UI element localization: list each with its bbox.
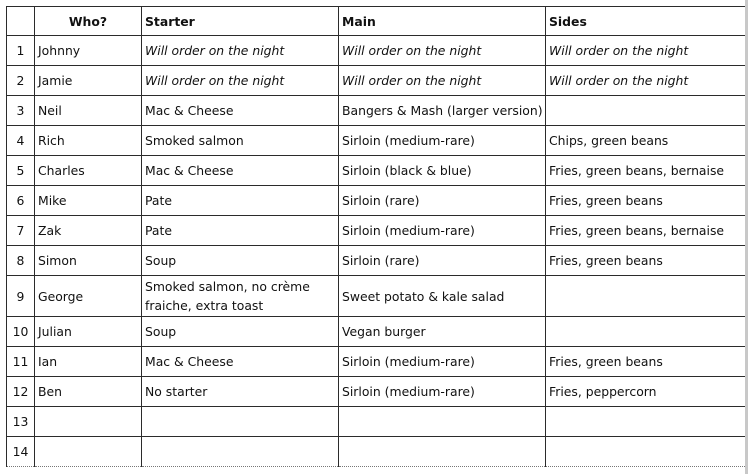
sides-cell	[546, 437, 746, 467]
main-cell: Bangers & Mash (larger version)	[339, 96, 546, 126]
header-who: Who?	[35, 7, 142, 36]
table-row	[7, 96, 746, 126]
table-row	[7, 317, 746, 347]
starter-cell: Soup	[142, 246, 339, 276]
order-table	[6, 6, 746, 467]
main-cell: Sirloin (rare)	[339, 186, 546, 216]
sides-cell	[546, 317, 746, 347]
main-cell: Sirloin (medium-rare)	[339, 126, 546, 156]
starter-cell: Soup	[142, 317, 339, 347]
header-num	[7, 7, 35, 36]
sides-cell	[546, 407, 746, 437]
starter-cell: Mac & Cheese	[142, 156, 339, 186]
header-main: Main	[339, 7, 546, 36]
table-row	[7, 66, 746, 96]
who-cell: Ian	[35, 347, 142, 377]
starter-cell: Will order on the night	[142, 36, 339, 66]
sides-cell: Fries, green beans, bernaise	[546, 216, 746, 246]
main-cell: Sirloin (medium-rare)	[339, 347, 546, 377]
sides-cell: Fries, green beans, bernaise	[546, 156, 746, 186]
table-row	[7, 126, 746, 156]
sides-cell: Will order on the night	[546, 66, 746, 96]
starter-cell: Pate	[142, 216, 339, 246]
table-row	[7, 407, 746, 437]
row-number: 1	[7, 36, 35, 66]
table-row	[7, 377, 746, 407]
sides-cell: Will order on the night	[546, 36, 746, 66]
starter-cell: Pate	[142, 186, 339, 216]
main-cell: Will order on the night	[339, 66, 546, 96]
row-number: 8	[7, 246, 35, 276]
table-row	[7, 216, 746, 246]
sides-cell	[546, 276, 746, 317]
main-cell: Will order on the night	[339, 36, 546, 66]
row-number: 7	[7, 216, 35, 246]
row-number: 10	[7, 317, 35, 347]
main-cell	[339, 437, 546, 467]
main-cell	[339, 407, 546, 437]
main-cell: Sirloin (rare)	[339, 246, 546, 276]
table-row	[7, 36, 746, 66]
sides-cell	[546, 96, 746, 126]
starter-cell: Mac & Cheese	[142, 347, 339, 377]
row-number: 14	[7, 437, 35, 467]
main-cell: Sweet potato & kale salad	[339, 276, 546, 317]
main-cell: Sirloin (medium-rare)	[339, 216, 546, 246]
main-cell: Sirloin (medium-rare)	[339, 377, 546, 407]
row-number: 3	[7, 96, 35, 126]
starter-cell: Will order on the night	[142, 66, 339, 96]
who-cell: Neil	[35, 96, 142, 126]
row-number: 6	[7, 186, 35, 216]
who-cell: Johnny	[35, 36, 142, 66]
main-cell: Vegan burger	[339, 317, 546, 347]
row-number: 5	[7, 156, 35, 186]
starter-cell: Mac & Cheese	[142, 96, 339, 126]
sides-cell: Fries, green beans	[546, 347, 746, 377]
row-number: 9	[7, 276, 35, 317]
main-cell: Sirloin (black & blue)	[339, 156, 546, 186]
sides-cell: Chips, green beans	[546, 126, 746, 156]
row-number: 11	[7, 347, 35, 377]
sides-cell: Fries, green beans	[546, 186, 746, 216]
table-row	[7, 437, 746, 467]
who-cell	[35, 437, 142, 467]
header-sides: Sides	[546, 7, 746, 36]
who-cell: Mike	[35, 186, 142, 216]
who-cell: Rich	[35, 126, 142, 156]
sides-cell: Fries, peppercorn	[546, 377, 746, 407]
header-starter: Starter	[142, 7, 339, 36]
who-cell: Julian	[35, 317, 142, 347]
table-row	[7, 156, 746, 186]
who-cell: Charles	[35, 156, 142, 186]
who-cell: George	[35, 276, 142, 317]
who-cell: Ben	[35, 377, 142, 407]
header-row	[7, 7, 746, 36]
who-cell: Simon	[35, 246, 142, 276]
who-cell: Jamie	[35, 66, 142, 96]
starter-cell	[142, 407, 339, 437]
starter-cell: No starter	[142, 377, 339, 407]
who-cell: Zak	[35, 216, 142, 246]
table-row	[7, 246, 746, 276]
starter-cell: Smoked salmon	[142, 126, 339, 156]
row-number: 2	[7, 66, 35, 96]
starter-cell: Smoked salmon, no crème fraiche, extra toast	[142, 276, 339, 317]
starter-cell	[142, 437, 339, 467]
table-row	[7, 347, 746, 377]
table-row	[7, 186, 746, 216]
sides-cell: Fries, green beans	[546, 246, 746, 276]
table-row	[7, 276, 746, 317]
row-number: 12	[7, 377, 35, 407]
row-number: 4	[7, 126, 35, 156]
row-number: 13	[7, 407, 35, 437]
who-cell	[35, 407, 142, 437]
